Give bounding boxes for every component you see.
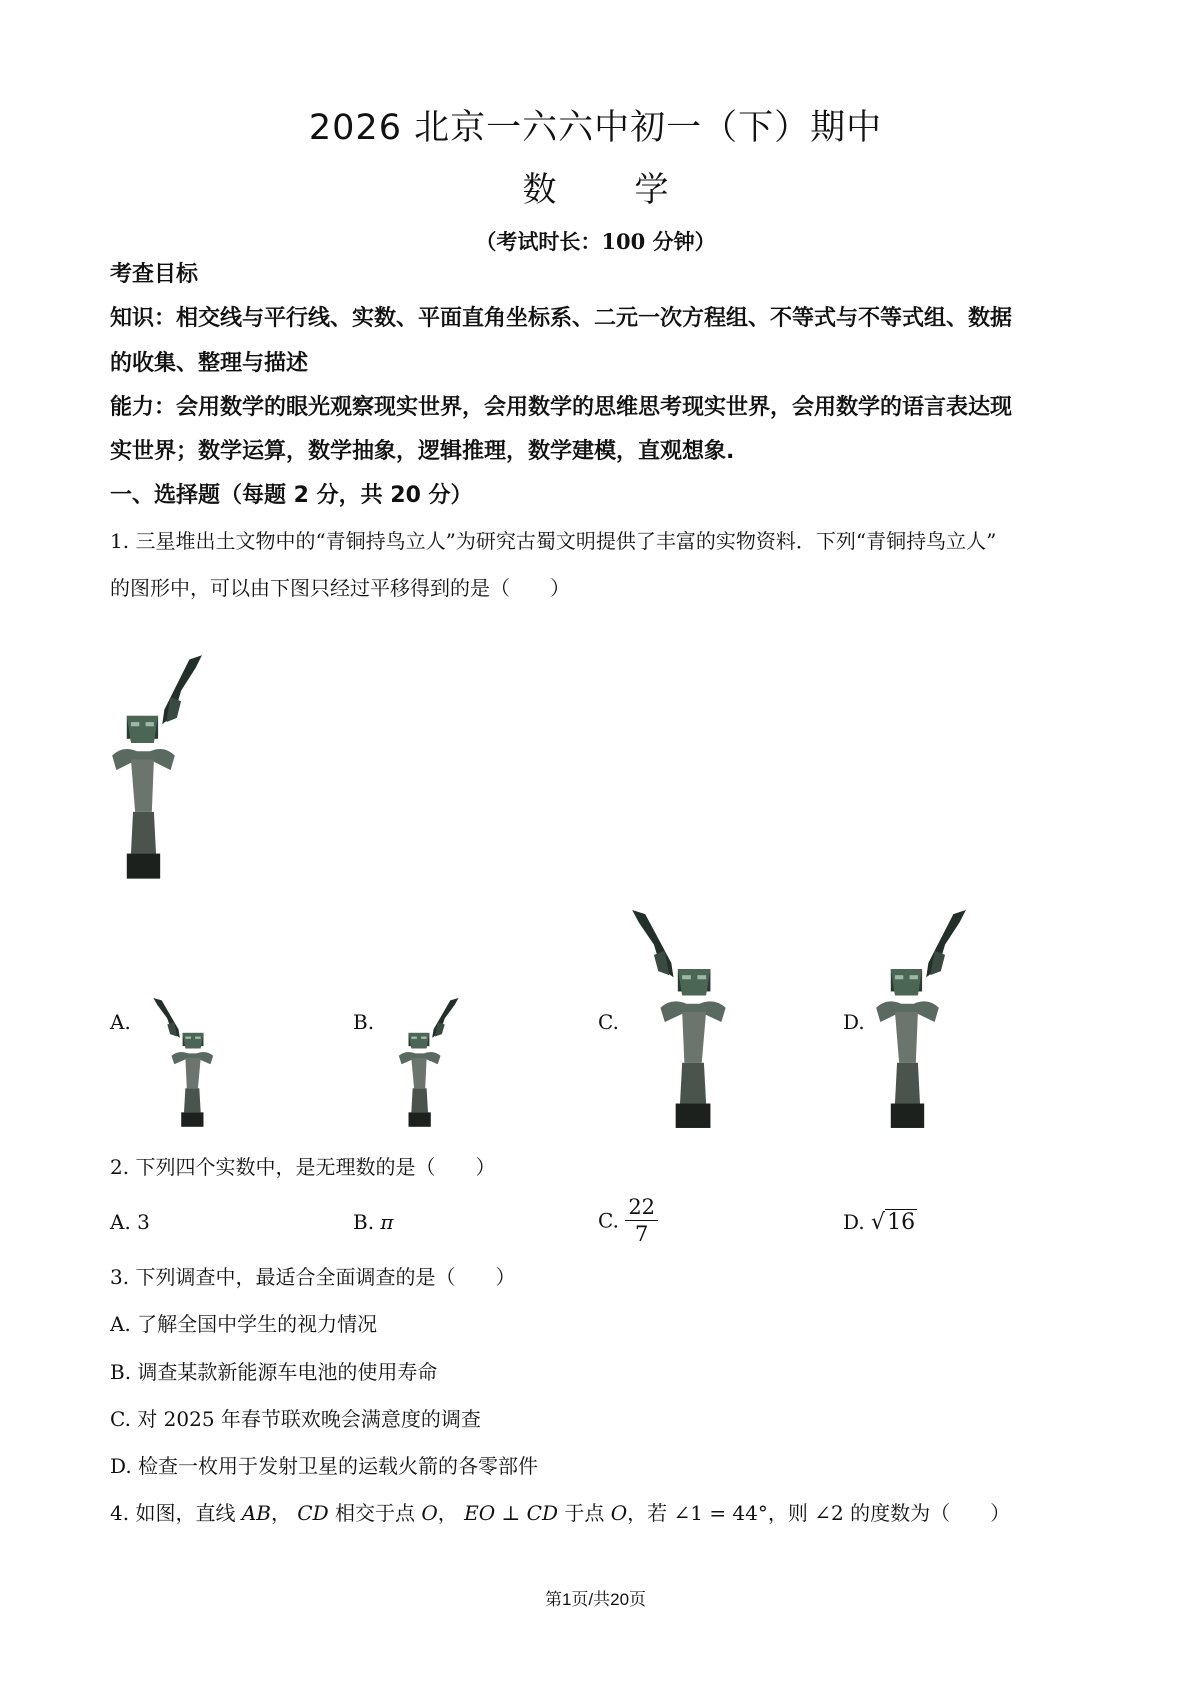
q3-stem: 3. 下列调查中，最适合全面调查的是（ ）: [110, 1265, 516, 1289]
q4-line-eo: EO: [464, 1501, 496, 1525]
q4-text: 于点: [558, 1501, 611, 1525]
q2-option-c-label: C.: [598, 1208, 619, 1233]
exam-title: 2026 北京一六六中初一（下）期中: [308, 108, 883, 148]
q1-reference-figure: [108, 652, 204, 884]
q2-option-b[interactable]: [353, 1210, 394, 1234]
q2-option-a[interactable]: [110, 1210, 150, 1234]
q2-option-a-value: 3: [137, 1210, 150, 1234]
knowledge-line-2: 的收集、整理与描述: [110, 351, 309, 376]
ability-line-1: 能力：会用数学的眼光观察现实世界，会用数学的思维思考现实世界，会用数学的语言表达现: [110, 395, 1013, 420]
q1-option-b-figure[interactable]: [396, 998, 460, 1128]
perpendicular-icon: ⊥: [495, 1501, 527, 1525]
q1-stem-line-1: 1. 三星堆出土文物中的“青铜持鸟立人”为研究古蜀文明提供了丰富的实物资料．下列“青铜持鸟立人”: [110, 529, 997, 553]
q3-option-d[interactable]: D. 检查一枚用于发射卫星的运载火箭的各零部件: [110, 1454, 539, 1478]
q3-option-b[interactable]: B. 调查某款新能源车电池的使用寿命: [110, 1360, 438, 1384]
q1-option-c-label[interactable]: C.: [598, 1010, 619, 1034]
q2-option-c-fraction: [625, 1194, 658, 1247]
objectives-heading: 考查目标: [110, 262, 199, 287]
q1-option-c-figure[interactable]: [630, 910, 730, 1130]
q1-stem-line-2: 的图形中，可以由下图只经过平移得到的是（ ）: [110, 576, 570, 600]
q2-option-a-label: A.: [110, 1210, 131, 1234]
q1-option-a-label[interactable]: A.: [110, 1010, 131, 1034]
subject-heading: [0, 162, 1191, 211]
q4-point-o: O: [610, 1501, 628, 1525]
q2-option-d-sqrt: [871, 1210, 917, 1235]
knowledge-line-1: 知识：相交线与平行线、实数、平面直角坐标系、二元一次方程组、不等式与不等式组、数据: [110, 306, 1013, 331]
radicand: 16: [887, 1210, 916, 1235]
subject-char-2: 学: [634, 170, 669, 210]
q4-text: ，: [270, 1501, 298, 1525]
q4-text: ，若 ∠1 = 44°，则 ∠2 的度数为（ ）: [627, 1501, 1011, 1525]
q2-option-d-label: D.: [843, 1210, 865, 1234]
q4-text: 相交于点: [328, 1501, 422, 1525]
q2-option-b-value: π: [380, 1210, 394, 1234]
q4-text: 4. 如图，直线: [110, 1501, 242, 1525]
q4-line-cd: CD: [297, 1501, 329, 1525]
fraction-numerator: 22: [625, 1194, 658, 1221]
q4-line-ab: AB: [241, 1501, 271, 1525]
q2-stem: 2. 下列四个实数中，是无理数的是（ ）: [110, 1155, 496, 1179]
q1-option-a-figure[interactable]: [152, 998, 216, 1128]
section-1-heading: 一、选择题（每题 2 分，共 20 分）: [110, 483, 473, 508]
radical-sign-icon: √: [871, 1210, 886, 1235]
q3-option-c[interactable]: C. 对 2025 年春节联欢晚会满意度的调查: [110, 1407, 481, 1431]
q4-point-o: O: [421, 1501, 438, 1525]
subject-char-1: 数: [522, 170, 557, 210]
q4-text: ，: [437, 1501, 465, 1525]
page-number: 第1页/共20页: [544, 1590, 647, 1609]
fraction-denominator: 7: [634, 1222, 649, 1246]
q4-line-cd: CD: [526, 1501, 558, 1525]
q2-option-b-label: B.: [353, 1210, 375, 1234]
ability-line-2: 实世界；数学运算，数学抽象，逻辑推理，数学建模，直观想象.: [110, 439, 735, 464]
q1-option-b-label[interactable]: B.: [353, 1010, 375, 1034]
q1-option-d-label[interactable]: D.: [843, 1010, 865, 1034]
q3-option-a[interactable]: A. 了解全国中学生的视力情况: [110, 1312, 378, 1336]
exam-duration: （考试时长：100 分钟）: [475, 229, 716, 254]
q2-option-c[interactable]: [598, 1194, 658, 1247]
q2-option-d[interactable]: [843, 1210, 917, 1235]
q1-option-d-figure[interactable]: [872, 910, 968, 1130]
q4-stem: [110, 1490, 1110, 1537]
